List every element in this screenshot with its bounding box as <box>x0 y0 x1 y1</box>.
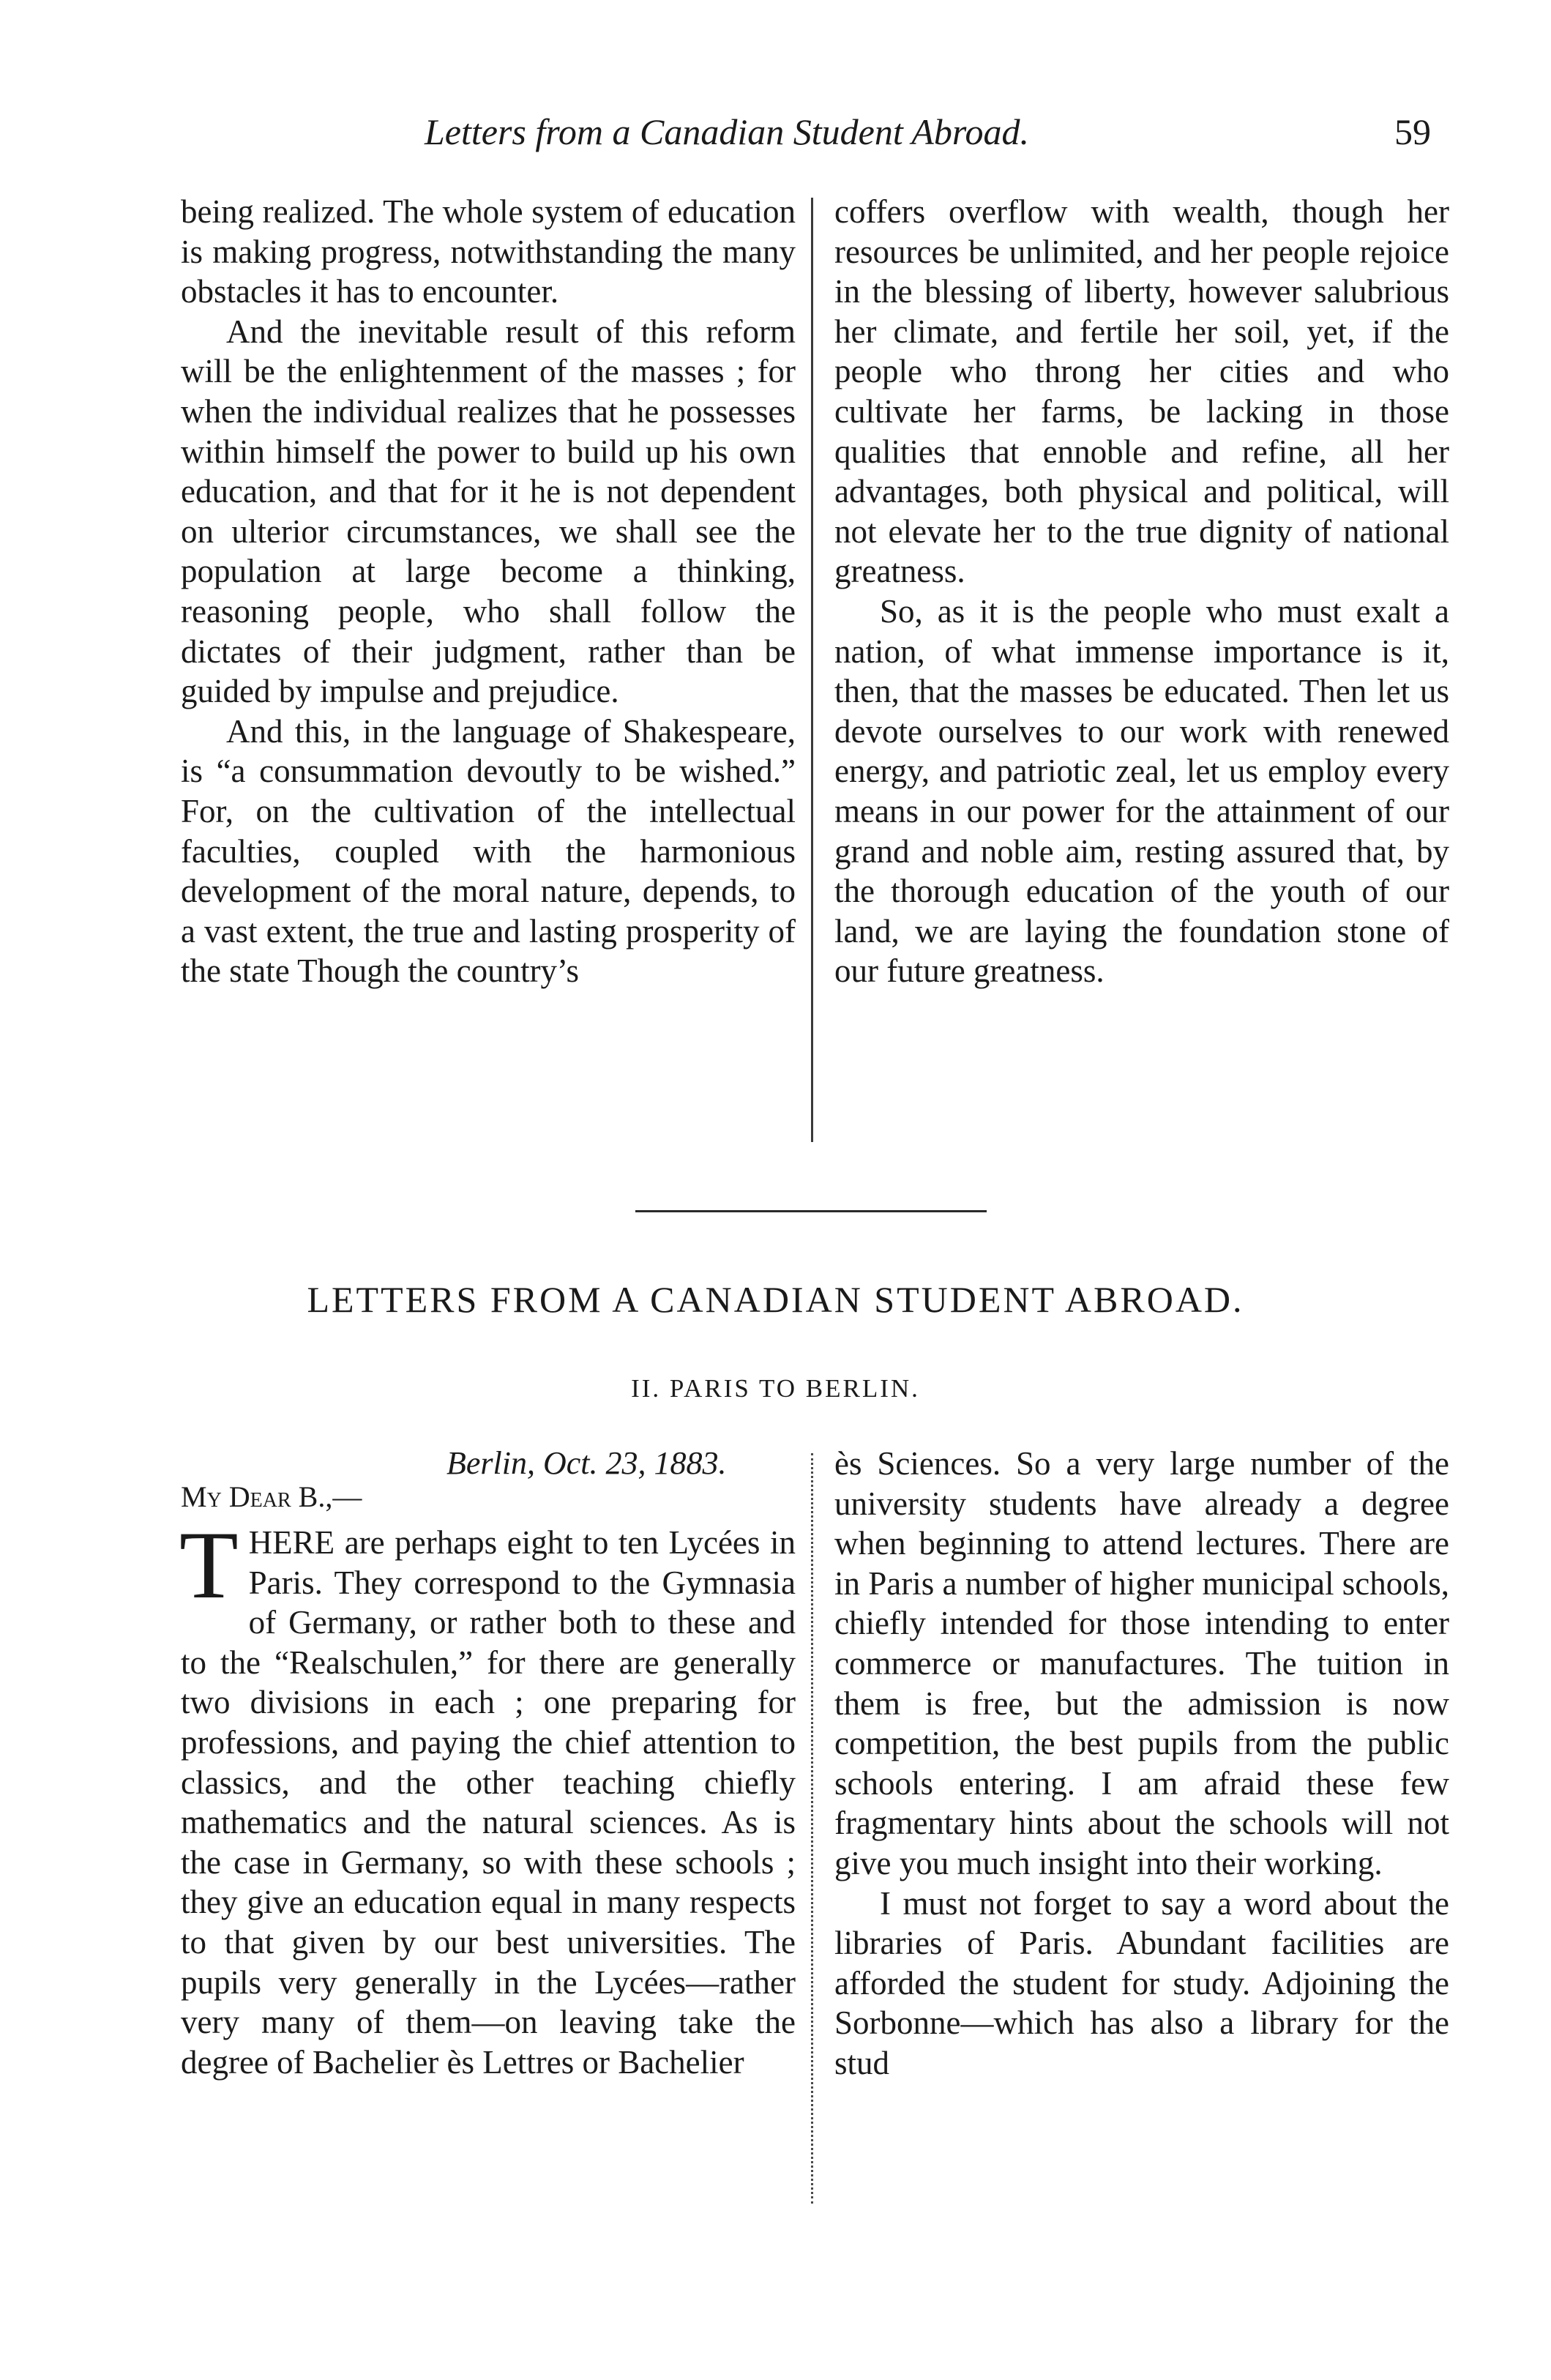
paragraph: I must not forget to say a word about the libraries of Paris. Abundant facilities are afforded the student for study. Adjoining the Sorbonne—which has also a library for the stud <box>834 1884 1449 2081</box>
paragraph <box>179 1511 796 2082</box>
section-subtitle: II. PARIS TO BERLIN. <box>631 1374 920 1403</box>
paragraph: being realized. The whole system of education is making progress, notwithstanding the many obstacles it has to encounter. <box>181 193 796 310</box>
paragraph: coffers overflow with wealth, though her resources be unlimited, and her people rejoice in the blessing of liberty, however salubrious her climate, and fertile her soil, yet, if the people who throng her cities and who cultivate her farms, be lacking in those qualities that ennoble and refine, all her advantages, both physical and political, will not elevate her to the true dignity of national greatness. <box>834 193 1449 590</box>
article2-column-left <box>179 1511 796 2082</box>
paragraph-text: HERE are perhaps eight to ten Lycées in Paris. They correspond to the Gymnasia of Germany, or rather both to these and to the “Realschulen,” for there are generally two divisions in each ; one preparing for professions, and paying the chief attention to classics, and the other teaching chiefly mathematics and the natural sciences. As is the case in Germany, so with these schools ; they give an education equal in many respects to that given by our best universities. The pupils very generally in the Lycées—rather very many of them—on leaving take the degree of Bachelier ès Lettres or Bachelier <box>181 1524 796 2081</box>
paragraph: And the inevitable result of this reform will be the enlightenment of the masses ; for when the individual realizes that he possesses within himself the power to build up his own education, and that for it he is not dependent on ulterior circumstances, we shall see the population at large become a thinking, reasoning people, who shall follow the dictates of their judgment, rather than be guided by impulse and prejudice. <box>181 313 796 710</box>
drop-cap: T <box>179 1511 239 1619</box>
letter-salutation: My Dear B.,— <box>181 1480 362 1513</box>
letter-dateline: Berlin, Oct. 23, 1883. <box>446 1445 727 1481</box>
column-divider <box>811 1453 815 2204</box>
paragraph: And this, in the language of Shakespeare, is “a consummation devoutly to be wished.” For, on the cultivation of the intellectual faculties, coupled with the harmonious development of the moral nature, depends, to a vast extent, the true and lasting prosperity of the state Though the country’s <box>181 712 796 990</box>
running-head: Letters from a Canadian Student Abroad. <box>425 111 1029 152</box>
section-separator <box>635 1210 987 1212</box>
article1-column-left <box>181 192 796 991</box>
paragraph: So, as it is the people who must exalt a nation, of what immense importance is it, then, that the masses be educated. Then let us devote ourselves to our work with renewed energy, and patriotic zeal, let us employ every means in our power for the attainment of our grand and noble aim, resting assured that, by the thorough education of the youth of our land, we are laying the foundation stone of our future greatness. <box>834 592 1449 990</box>
paragraph: ès Sciences. So a very large number of the university students have already a degree when beginning to attend lectures. There are in Paris a number of higher municipal schools, chiefly intended for those intending to enter commerce or manufactures. The tuition in them is free, but the admission is now competition, the best pupils from the public schools entering. I am afraid these few fragmentary hints about the schools will not give you much insight into their working. <box>834 1445 1449 1881</box>
article2-column-right <box>834 1444 1449 2084</box>
article1-column-right <box>834 192 1449 991</box>
page-number: 59 <box>1394 111 1431 152</box>
section-title: LETTERS FROM A CANADIAN STUDENT ABROAD. <box>307 1279 1244 1320</box>
column-divider <box>811 198 813 1142</box>
